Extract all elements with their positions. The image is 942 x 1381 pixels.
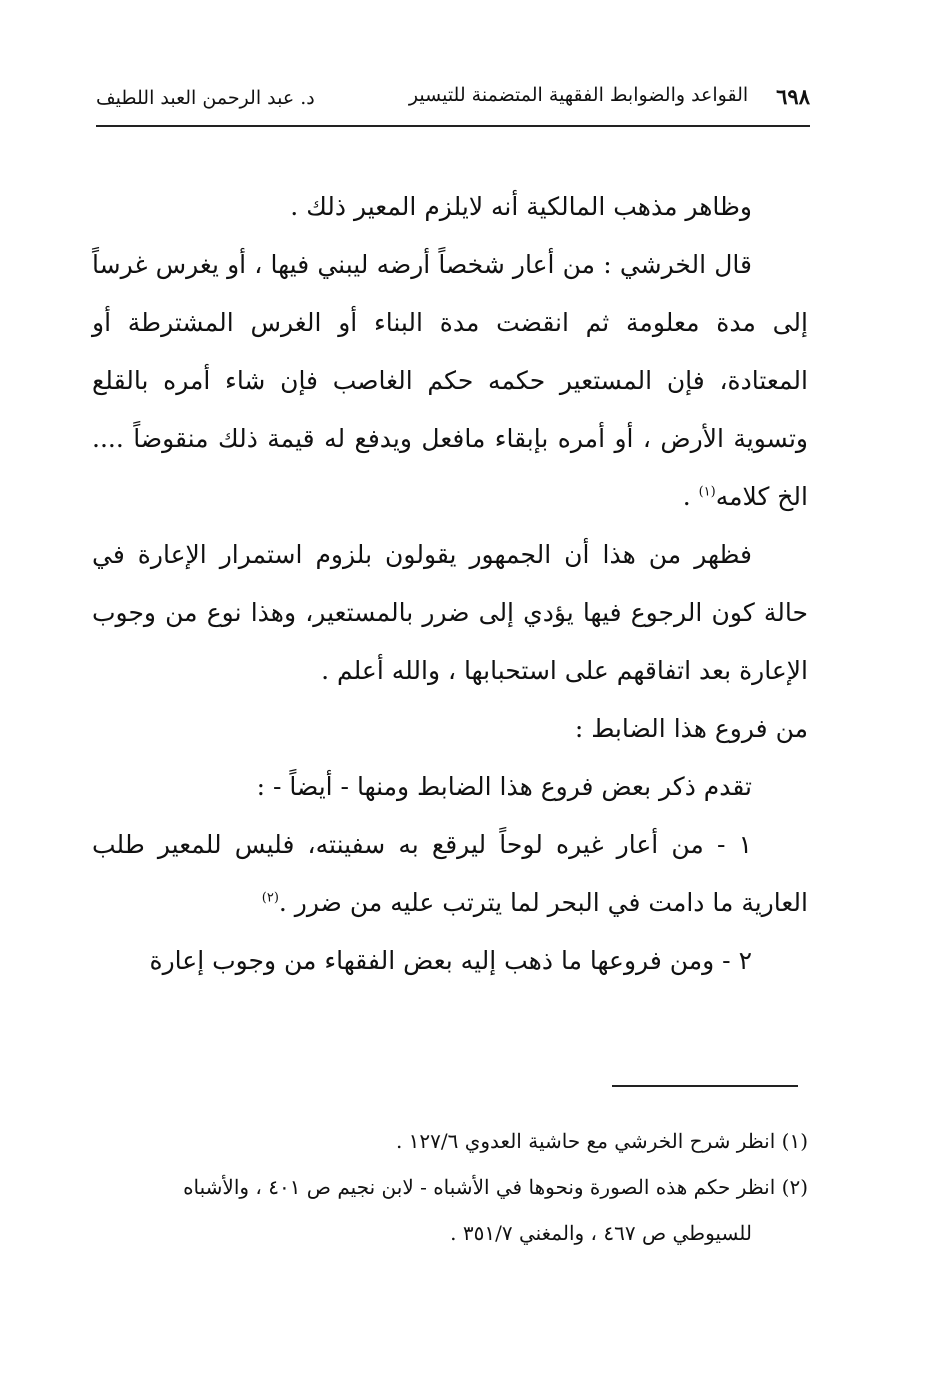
paragraph-majority-view: فظهر من هذا أن الجمهور يقولون بلزوم استمرار الإعارة في حالة كون الرجوع فيها يؤدي إلى ضرر بالمستعير، وهذا نوع من وجوب الإعارة بعد اتفاقهم على استحبابها ، والله أعلم . [92, 540, 808, 685]
footnote-2-line-2: للسيوطي ص ٤٦٧ ، والمغني ٣٥١/٧ . [450, 1221, 752, 1245]
header-right-group [409, 84, 810, 109]
footnote-ref-1: (١) [698, 484, 716, 500]
paragraph-branches-intro: تقدم ذكر بعض فروع هذا الضابط ومنها - أيضاً - : [256, 772, 752, 801]
section-heading: من فروع هذا الضابط : [574, 714, 808, 743]
kharashi-quote-end: . [682, 482, 691, 511]
main-text [92, 178, 808, 990]
list-item-1 [92, 816, 808, 932]
footnote-rule [612, 1085, 798, 1087]
footnote-1: (١) انظر شرح الخرشي مع حاشية العدوي ١٢٧/٦ . [395, 1129, 808, 1153]
book-title: القواعد والضوابط الفقهية المتضمنة للتيسير [408, 84, 749, 106]
footnote-ref-2: (٢) [261, 890, 279, 906]
author-name: د. عبد الرحمن العبد اللطيف [96, 87, 315, 109]
page-number: ٦٩٨ [776, 84, 810, 109]
list-item-1-text: ١ - من أعار غيره لوحاً ليرقع به سفينته، فليس للمعير طلب العارية ما دامت في البحر لما يترتب عليه من ضرر . [92, 830, 808, 917]
paragraph-maliki-view: وظاهر مذهب المالكية أنه لايلزم المعير ذلك . [290, 192, 752, 221]
kharashi-quote-text: قال الخرشي : من أعار شخصاً أرضه ليبني فيها ، أو يغرس غرساً إلى مدة معلومة ثم انقضت مدة البناء أو الغرس المشترطة أو المعتادة، فإن المستعير حكمه حكم الغاصب فإن شاء أمره بالقلع وتسوية الأرض ، أو أمره بإبقاء مافعل ويدفع له قيمة ذلك منقوضاً .... الخ كلامه [92, 250, 808, 511]
paragraph-kharashi-quote [92, 236, 808, 526]
running-header [96, 84, 810, 118]
header-rule [96, 125, 810, 127]
footnote-2-line-1: (٢) انظر حكم هذه الصورة ونحوها في الأشباه - لابن نجيم ص ٤٠١ ، والأشباه [183, 1175, 808, 1199]
footnotes [92, 1118, 808, 1256]
list-item-2: ٢ - ومن فروعها ما ذهب إليه بعض الفقهاء من وجوب إعارة [149, 946, 752, 975]
